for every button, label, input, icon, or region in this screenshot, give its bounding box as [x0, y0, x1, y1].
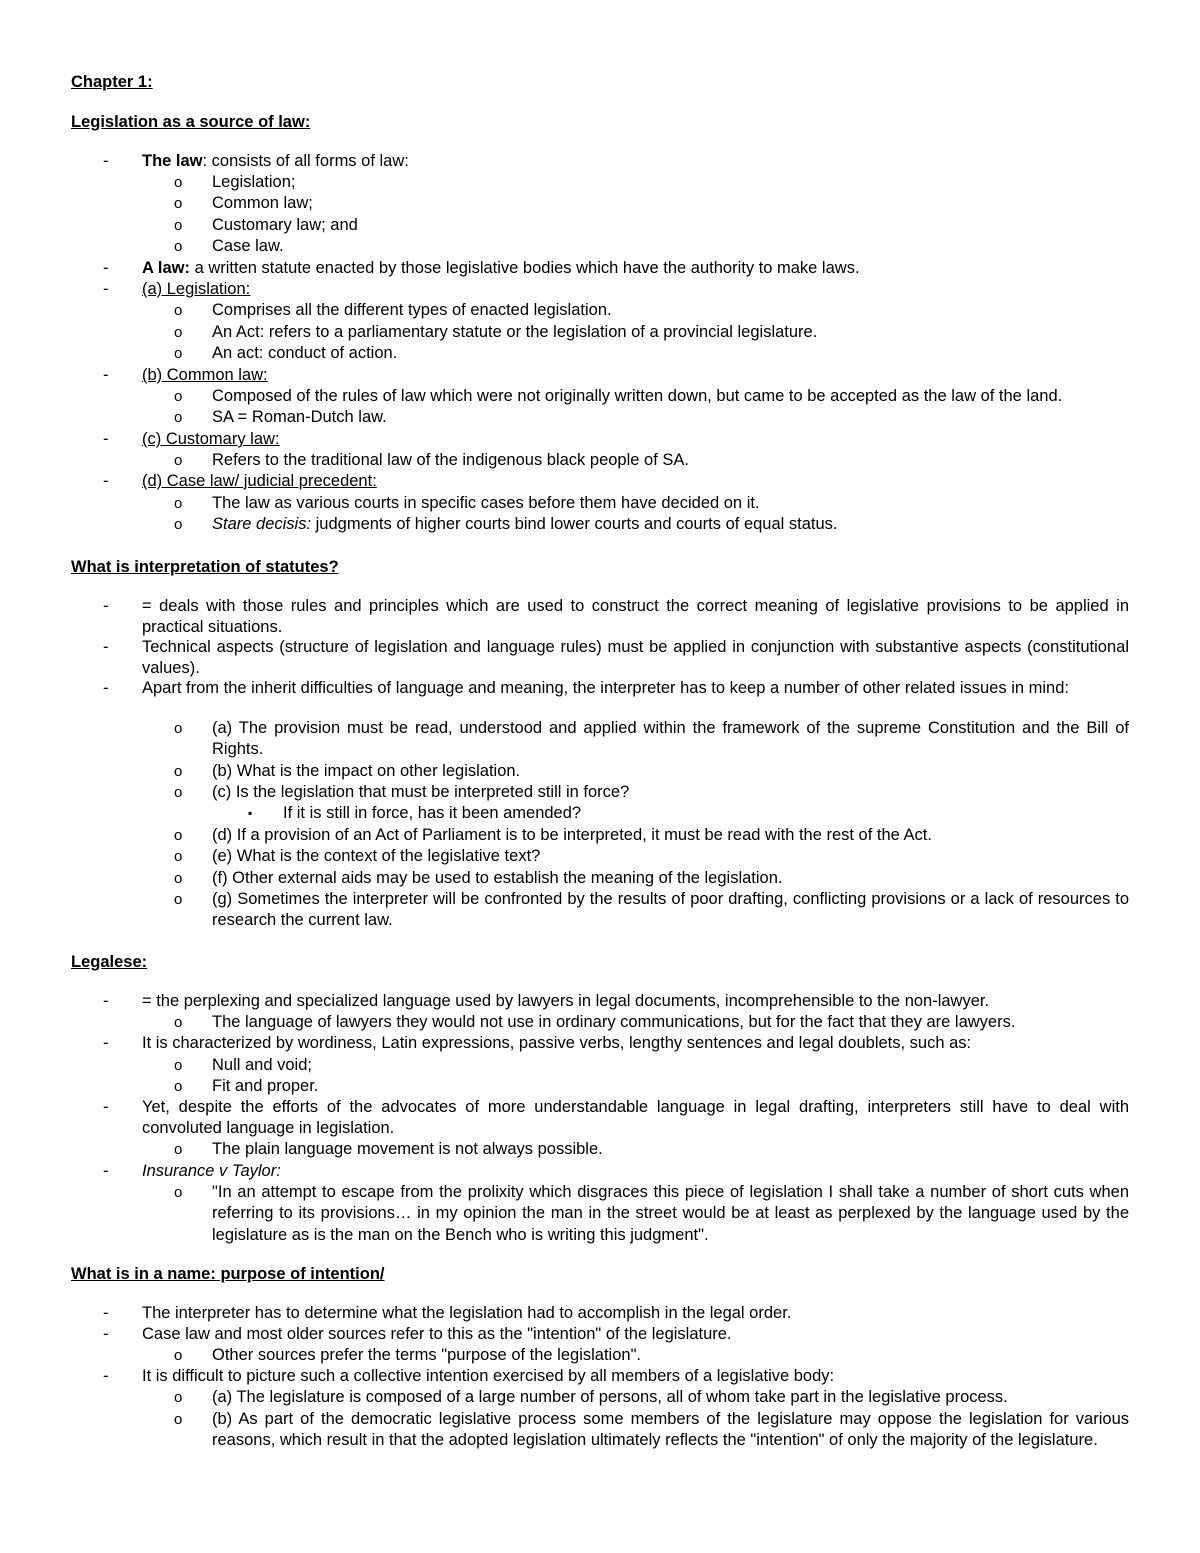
term-a-law-text: a written statute enacted by those legislative bodies which have the authority to make laws. [189, 259, 860, 277]
circle-marker: o [174, 195, 183, 212]
subheading-customary-law: (c) Customary law: [142, 430, 280, 448]
chapter-title: Chapter 1: [71, 73, 153, 91]
dash-marker: - [103, 1304, 109, 1322]
list-item-text: Case law. [212, 237, 284, 255]
subheading-case-law: (d) Case law/ judicial precedent: [142, 472, 377, 490]
circle-marker: o [174, 1141, 183, 1158]
circle-marker: o [174, 870, 183, 887]
list-item-text: (d) If a provision of an Act of Parliament is to be interpreted, it must be read with the rest of the Act. [212, 826, 932, 844]
section-heading-purpose: What is in a name: purpose of intention/ [71, 1265, 385, 1283]
list-item-text: judgments of higher courts bind lower courts and courts of equal status. [311, 515, 838, 533]
list-item-text: Null and void; [212, 1056, 312, 1074]
list-item-text: The law as various courts in specific cases before them have decided on it. [212, 494, 760, 512]
dash-marker: - [103, 472, 109, 490]
dash-marker: - [103, 152, 109, 170]
list-item-text: (b) As part of the democratic legislative process some members of the legislature may oppose the legislation for various reasons, which result in that the adopted legislation ultimately reflects the "intention" of only the majority of the legislature. [212, 1410, 1129, 1450]
list-item-text: (a) The provision must be read, understood and applied within the framework of the supreme Constitution and the Bill of Rights. [212, 719, 1129, 759]
circle-marker: o [174, 827, 183, 844]
square-marker: ▪ [248, 806, 253, 820]
term-the-law-text: : consists of all forms of law: [202, 152, 409, 170]
section-heading-legislation: Legislation as a source of law: [71, 113, 311, 131]
list-item-text: It is characterized by wordiness, Latin expressions, passive verbs, lengthy sentences and legal doublets, such as: [142, 1034, 972, 1052]
list-item-text: Other sources prefer the terms "purpose of the legislation". [212, 1346, 642, 1364]
circle-marker: o [174, 1184, 183, 1201]
circle-marker: o [174, 1389, 183, 1406]
dash-marker: - [103, 430, 109, 448]
list-item-text: Legislation; [212, 173, 296, 191]
circle-marker: o [174, 302, 183, 319]
dash-marker: - [103, 1162, 109, 1180]
list-item-text: If it is still in force, has it been amended? [283, 804, 582, 822]
dash-marker: - [103, 638, 109, 656]
list-item-text: Apart from the inherit difficulties of language and meaning, the interpreter has to keep a number of other related issues in mind: [142, 679, 1069, 697]
circle-marker: o [174, 784, 183, 801]
list-item-text: Customary law; and [212, 216, 358, 234]
circle-marker: o [174, 452, 183, 469]
stare-decisis-term: Stare decisis: [212, 515, 312, 533]
dash-marker: - [103, 1034, 109, 1052]
list-item-text: An Act: refers to a parliamentary statute or the legislation of a provincial legislature. [212, 323, 818, 341]
dash-marker: - [103, 1367, 109, 1385]
list-item-text: Common law; [212, 194, 313, 212]
circle-marker: o [174, 516, 183, 533]
term-the-law: The law [142, 152, 203, 170]
list-item-text: Refers to the traditional law of the indigenous black people of SA. [212, 451, 689, 469]
list-item-text: SA = Roman-Dutch law. [212, 408, 387, 426]
circle-marker: o [174, 720, 183, 737]
circle-marker: o [174, 1078, 183, 1095]
list-item-text: (g) Sometimes the interpreter will be confronted by the results of poor drafting, conflicting provisions or a lack of resources to research the current law. [212, 890, 1129, 930]
list-item-text: Case law and most older sources refer to this as the "intention" of the legislature. [142, 1325, 732, 1343]
list-item-text: (c) Is the legislation that must be interpreted still in force? [212, 783, 630, 801]
dash-marker: - [103, 259, 109, 277]
list-item-text: (b) What is the impact on other legislation. [212, 762, 521, 780]
circle-marker: o [174, 495, 183, 512]
circle-marker: o [174, 345, 183, 362]
quote-text: "In an attempt to escape from the prolixity which disgraces this piece of legislation I shall take a number of short cuts when referring to its provisions… in my opinion the man in the street would be at least as perplexed by the language used by the legislature as is the man on the Bench who is writing this judgment". [212, 1183, 1129, 1244]
circle-marker: o [174, 848, 183, 865]
list-item-text: = the perplexing and specialized language used by lawyers in legal documents, incomprehensible to the non-lawyer. [142, 992, 990, 1010]
dash-marker: - [103, 1098, 109, 1116]
circle-marker: o [174, 763, 183, 780]
list-item-text: It is difficult to picture such a collective intention exercised by all members of a legislative body: [142, 1367, 835, 1385]
dash-marker: - [103, 679, 109, 697]
dash-marker: - [103, 992, 109, 1010]
list-item-text: An act: conduct of action. [212, 344, 398, 362]
circle-marker: o [174, 409, 183, 426]
dash-marker: - [103, 280, 109, 298]
term-a-law: A law: [142, 259, 190, 277]
list-item-text: Composed of the rules of law which were not originally written down, but came to be accepted as the law of the land. [212, 387, 1063, 405]
circle-marker: o [174, 1014, 183, 1031]
list-item-text: Comprises all the different types of enacted legislation. [212, 301, 612, 319]
circle-marker: o [174, 174, 183, 191]
list-item-text: (e) What is the context of the legislative text? [212, 847, 541, 865]
circle-marker: o [174, 1411, 183, 1428]
circle-marker: o [174, 324, 183, 341]
circle-marker: o [174, 891, 183, 908]
list-item-text: = deals with those rules and principles which are used to construct the correct meaning of legislative provisions to be applied in practical situations. [142, 597, 1129, 637]
list-item-text: (a) The legislature is composed of a large number of persons, all of whom take part in the legislative process. [212, 1388, 1008, 1406]
dash-marker: - [103, 366, 109, 384]
circle-marker: o [174, 217, 183, 234]
circle-marker: o [174, 238, 183, 255]
section-heading-legalese: Legalese: [71, 953, 148, 971]
circle-marker: o [174, 1057, 183, 1074]
list-item-text: Fit and proper. [212, 1077, 319, 1095]
list-item-text: (f) Other external aids may be used to establish the meaning of the legislation. [212, 869, 783, 887]
list-item-text: Yet, despite the efforts of the advocates of more understandable language in legal drafting, interpreters still have to deal with convoluted language in legislation. [142, 1098, 1129, 1138]
subheading-common-law: (b) Common law: [142, 366, 268, 384]
circle-marker: o [174, 388, 183, 405]
list-item-text: The interpreter has to determine what the legislation had to accomplish in the legal order. [142, 1304, 792, 1322]
dash-marker: - [103, 597, 109, 615]
dash-marker: - [103, 1325, 109, 1343]
circle-marker: o [174, 1347, 183, 1364]
subheading-legislation: (a) Legislation: [142, 280, 251, 298]
list-item-text: The language of lawyers they would not use in ordinary communications, but for the fact that they are lawyers. [212, 1013, 1016, 1031]
section-heading-interpretation: What is interpretation of statutes? [71, 558, 339, 576]
case-name: Insurance v Taylor: [142, 1162, 281, 1180]
list-item-text: The plain language movement is not always possible. [212, 1140, 603, 1158]
list-item-text: Technical aspects (structure of legislation and language rules) must be applied in conjunction with substantive aspects (constitutional values). [142, 638, 1129, 678]
